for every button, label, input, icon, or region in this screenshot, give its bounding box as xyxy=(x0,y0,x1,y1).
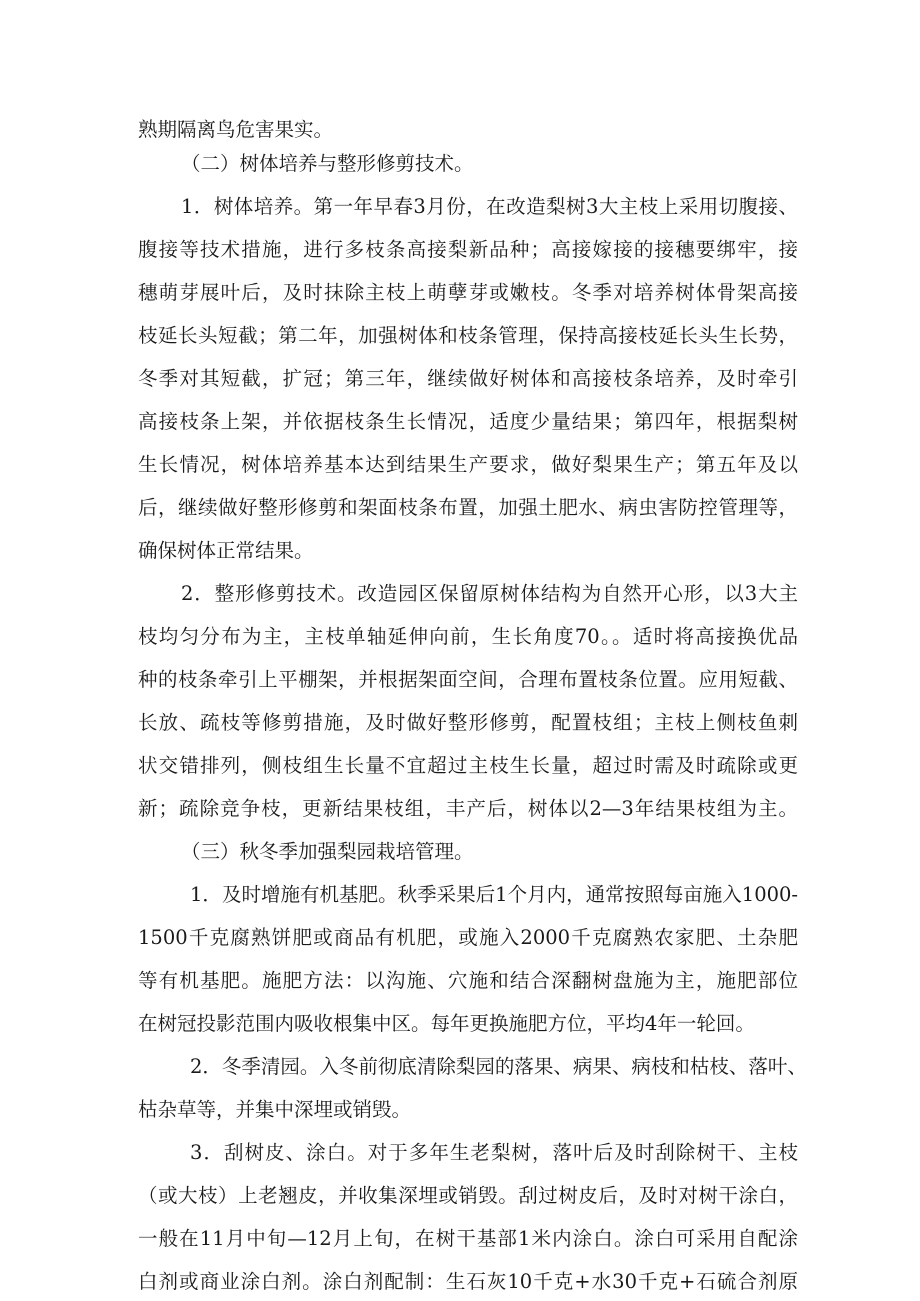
text-line: 枝延长头短截；第二年，加强树体和枝条管理，保持高接枝延长头生长势， xyxy=(138,324,798,347)
text-line: 熟期隔离鸟危害果实。 xyxy=(138,118,334,141)
text-line: 后，继续做好整形修剪和架面枝条布置，加强土肥水、病虫害防控管理等， xyxy=(138,496,798,519)
text-line: 长放、疏枝等修剪措施，及时做好整形修剪，配置枝组；主枝上侧枝鱼刺 xyxy=(138,711,798,734)
text-line: 枯杂草等，并集中深埋或销毁。 xyxy=(138,1098,412,1121)
text-line: 1．及时增施有机基肥。秋季采果后1个月内，通常按照每亩施入1000- xyxy=(190,883,798,906)
text-line: 高接枝条上架，并依据枝条生长情况，适度少量结果；第四年，根据梨树 xyxy=(138,410,798,433)
text-line: 1500千克腐熟饼肥或商品有机肥，或施入2000千克腐熟农家肥、土杂肥 xyxy=(138,926,798,949)
text-line: 2．整形修剪技术。改造园区保留原树体结构为自然开心形，以3大主 xyxy=(181,582,798,605)
text-line: 种的枝条牵引上平棚架，并根据架面空间，合理布置枝条位置。应用短截、 xyxy=(138,668,798,691)
text-line: 在树冠投影范围内吸收根集中区。每年更换施肥方位，平均4年一轮回。 xyxy=(138,1012,755,1035)
text-line: 3．刮树皮、涂白。对于多年生老梨树，落叶后及时刮除树干、主枝 xyxy=(190,1141,798,1164)
text-line: 生长情况，树体培养基本达到结果生产要求，做好梨果生产；第五年及以 xyxy=(138,453,798,476)
text-line: 穗萌芽展叶后，及时抹除主枝上萌孽芽或嫩枝。冬季对培养树体骨架高接 xyxy=(138,281,798,304)
section-heading: （三）秋冬季加强梨园栽培管理。 xyxy=(181,840,474,863)
text-line: 1．树体培养。第一年早春3月份，在改造梨树3大主枝上采用切腹接、 xyxy=(181,195,798,218)
text-line: 2．冬季清园。入冬前彻底清除梨园的落果、病果、病枝和枯枝、落叶、 xyxy=(190,1055,807,1078)
text-line: 白剂或商业涂白剂。涂白剂配制：生石灰10千克+水30千克+石硫合剂原 xyxy=(138,1270,798,1293)
text-line: 枝均匀分布为主，主枝单轴延伸向前，生长角度70。。适时将高接换优品 xyxy=(138,625,798,648)
text-line: 新；疏除竞争枝，更新结果枝组，丰产后，树体以2—3年结果枝组为主。 xyxy=(138,797,798,820)
text-line: 状交错排列，侧枝组生长量不宜超过主枝生长量，超过时需及时疏除或更 xyxy=(138,754,798,777)
text-line: 腹接等技术措施，进行多枝条高接梨新品种；高接嫁接的接穗要绑牢，接 xyxy=(138,238,798,261)
text-line: 等有机基肥。施肥方法：以沟施、穴施和结合深翻树盘施为主，施肥部位 xyxy=(138,969,798,992)
text-line: 确保树体正常结果。 xyxy=(138,539,314,562)
text-line: （或大枝）上老翘皮，并收集深埋或销毁。刮过树皮后，及时对树干涂白， xyxy=(138,1184,798,1207)
text-line: 一般在11月中旬—12月上旬，在树干基部1米内涂白。涂白可采用自配涂 xyxy=(138,1227,798,1250)
section-heading: （二）树体培养与整形修剪技术。 xyxy=(181,152,474,175)
text-line: 冬季对其短截，扩冠；第三年，继续做好树体和高接枝条培养，及时牵引 xyxy=(138,367,798,390)
